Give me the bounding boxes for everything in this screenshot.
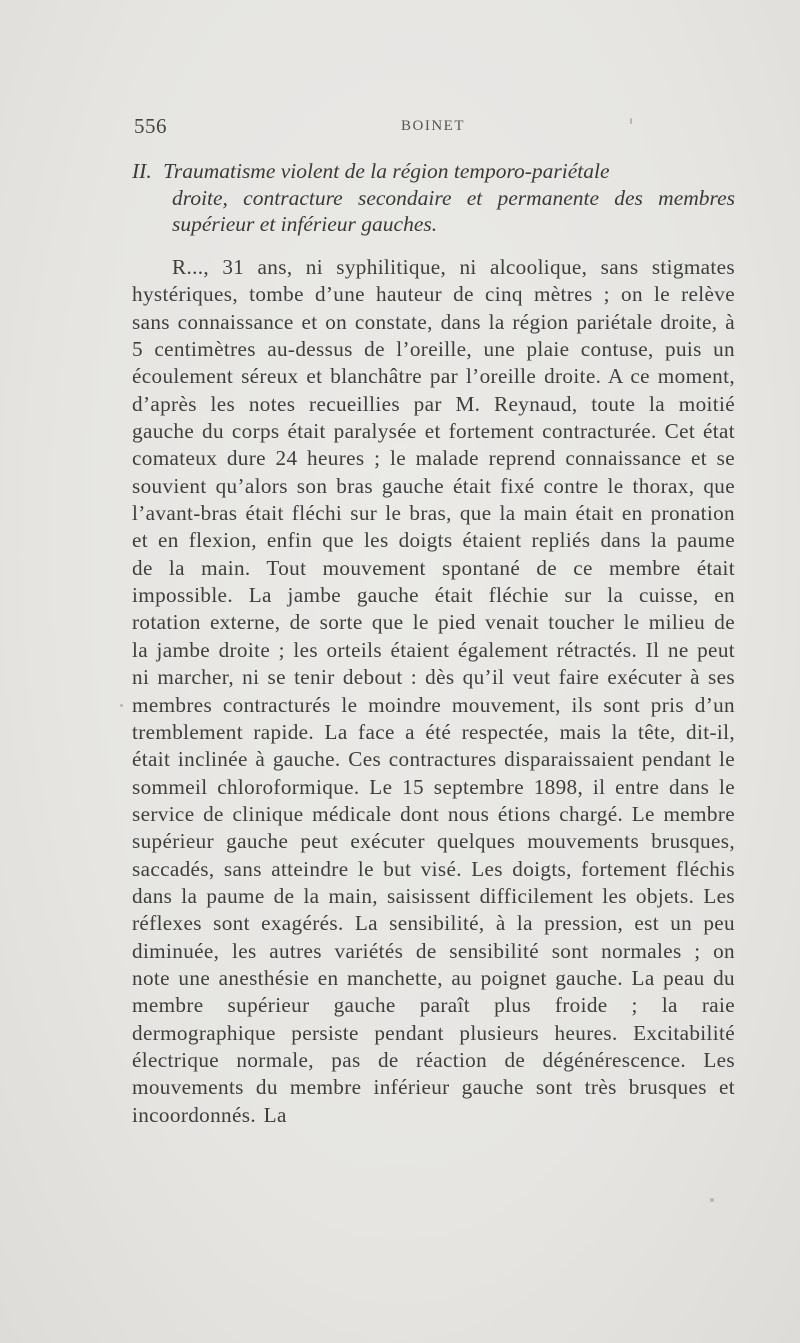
paper-speck [120, 704, 123, 707]
body-paragraph: R..., 31 ans, ni syphilitique, ni alcoolique, sans stigmates hystériques, tombe d’une hauteur de cinq mètres ; on le relève sans connaissance et on constate, dans la région pariétale droite, à 5 centimètres au-dessus de l’oreille, une plaie contuse, puis un écoulement séreux et blanchâtre par l’oreille droite. A ce moment, d’après les notes recueillies par M. Reynaud, toute la moitié gauche du corps était paralysée et fortement contracturée. Cet état comateux dure 24 heures ; le malade reprend connaissance et se souvient qu’alors son bras gauche était fixé contre le thorax, que l’avant-bras était fléchi sur le bras, que la main était en pronation et en flexion, enfin que les doigts étaient repliés dans la paume de la main. Tout mouvement spontané de ce membre était impossible. La jambe gauche était fléchie sur la cuisse, en rotation externe, de sorte que le pied venait toucher le milieu de la jambe droite ; les orteils étaient également rétractés. Il ne peut ni marcher, ni se tenir debout : dès qu’il veut faire exécuter à ses membres contracturés le moindre mouvement, ils sont pris d’un tremblement rapide. La face a été respectée, mais la tête, dit-il, était inclinée à gauche. Ces contractures disparaissaient pendant le sommeil chloroformique. Le 15 septembre 1898, il entre dans le service de clinique médicale dont nous étions chargé. Le membre supérieur gauche peut exécuter quelques mouvements brusques, saccadés, sans atteindre le but visé. Les doigts, fortement fléchis dans la paume de la main, saisissent difficilement les objets. Les réflexes sont exagérés. La sensibilité, à la pression, est un peu diminuée, les autres variétés de sensibilité sont normales ; on note une anesthésie en manchette, au poignet gauche. La peau du membre supérieur gauche paraît plus froide ; la raie dermographique persiste pendant plusieurs heures. Excitabilité électrique normale, pas de réaction de dégénérescence. Les mouvements du membre inférieur gauche sont très brusques et incoordonnés. La [132, 255, 735, 1127]
section-number: II. [132, 159, 152, 183]
page-number: 556 [134, 114, 167, 138]
section-heading [132, 158, 735, 238]
section-title-rest: droite, contracture secondaire et permanente des membres supérieur et inférieur gauches. [172, 185, 735, 236]
paper-speck [630, 118, 632, 124]
section-title-line1: Traumatisme violent de la région temporo-pariétale [163, 159, 610, 183]
running-head [132, 114, 734, 144]
paper-speck [710, 1198, 714, 1202]
running-title: BOINET [401, 118, 465, 134]
